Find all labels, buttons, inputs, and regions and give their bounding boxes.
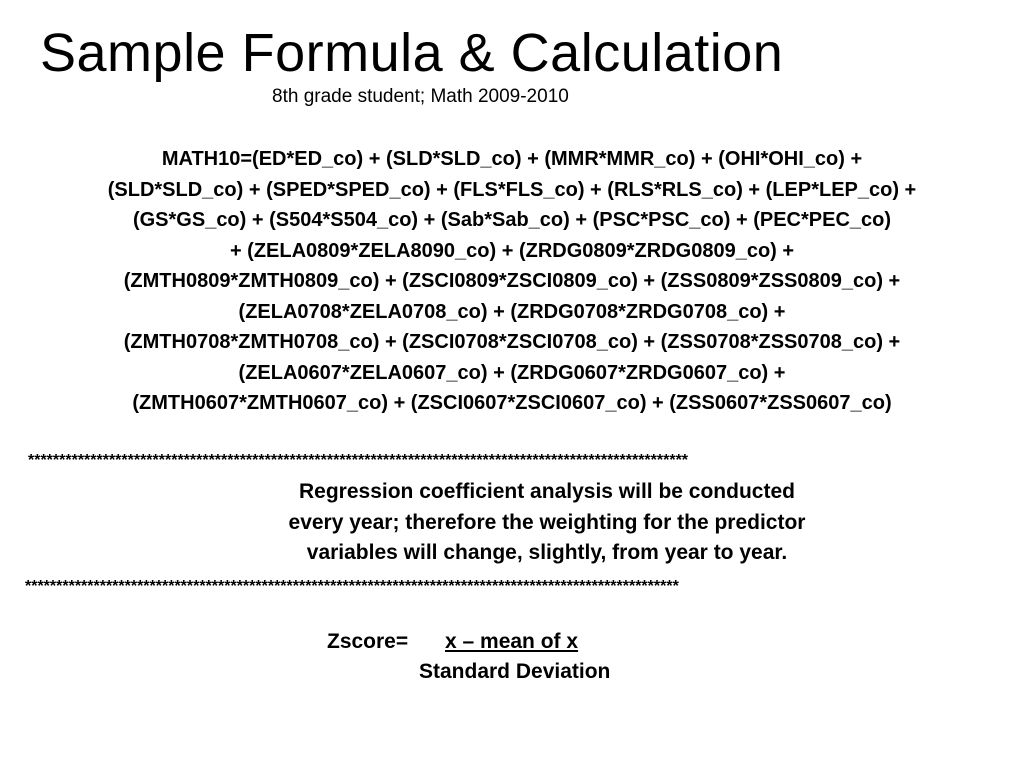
formula-line: + (ZELA0809*ZELA8090_co) + (ZRDG0809*ZRDG0809_co) + — [229, 239, 795, 262]
formula-line: (ZMTH0607*ZMTH0607_co) + (ZSCI0607*ZSCI0607_co) + (ZSS0607*ZSS0607_co) — [132, 392, 892, 414]
zscore-label: Zscore= — [327, 630, 409, 653]
formula-line: (ZELA0708*ZELA0708_co) + (ZRDG0708*ZRDG0708_co) + — [238, 300, 786, 323]
slide-subtitle: 8th grade student; Math 2009-2010 — [272, 86, 569, 107]
regression-formula — [0, 144, 1024, 419]
asterisk-divider-top: ********************************************************************************************************** — [28, 452, 689, 469]
formula-line: (SLD*SLD_co) + (SPED*SPED_co) + (FLS*FLS_co) + (RLS*RLS_co) + (LEP*LEP_co) + — [107, 178, 917, 201]
formula-line: (ZMTH0708*ZMTH0708_co) + (ZSCI0708*ZSCI0708_co) + (ZSS0708*ZSS0708_co) + — [123, 331, 901, 353]
formula-line: (ZMTH0809*ZMTH0809_co) + (ZSCI0809*ZSCI0809_co) + (ZSS0809*ZSS0809_co) + — [123, 270, 901, 292]
regression-note — [0, 477, 1024, 569]
formula-line: (GS*GS_co) + (S504*S504_co) + (Sab*Sab_co) + (PSC*PSC_co) + (PEC*PEC_co) — [132, 209, 892, 231]
note-line: Regression coefficient analysis will be conducted — [299, 480, 795, 503]
formula-line: (ZELA0607*ZELA0607_co) + (ZRDG0607*ZRDG0607_co) + — [238, 361, 786, 384]
zscore-denominator: Standard Deviation — [419, 660, 611, 683]
note-line: every year; therefore the weighting for the predictor — [288, 510, 806, 534]
note-line: variables will change, slightly, from year to year. — [306, 541, 788, 564]
slide-title: Sample Formula & Calculation — [40, 23, 784, 83]
zscore-numerator: x – mean of x — [445, 630, 579, 653]
asterisk-divider-bottom: ********************************************************************************************************* — [25, 578, 679, 595]
formula-line: MATH10=(ED*ED_co) + (SLD*SLD_co) + (MMR*MMR_co) + (OHI*OHI_co) + — [161, 148, 863, 170]
